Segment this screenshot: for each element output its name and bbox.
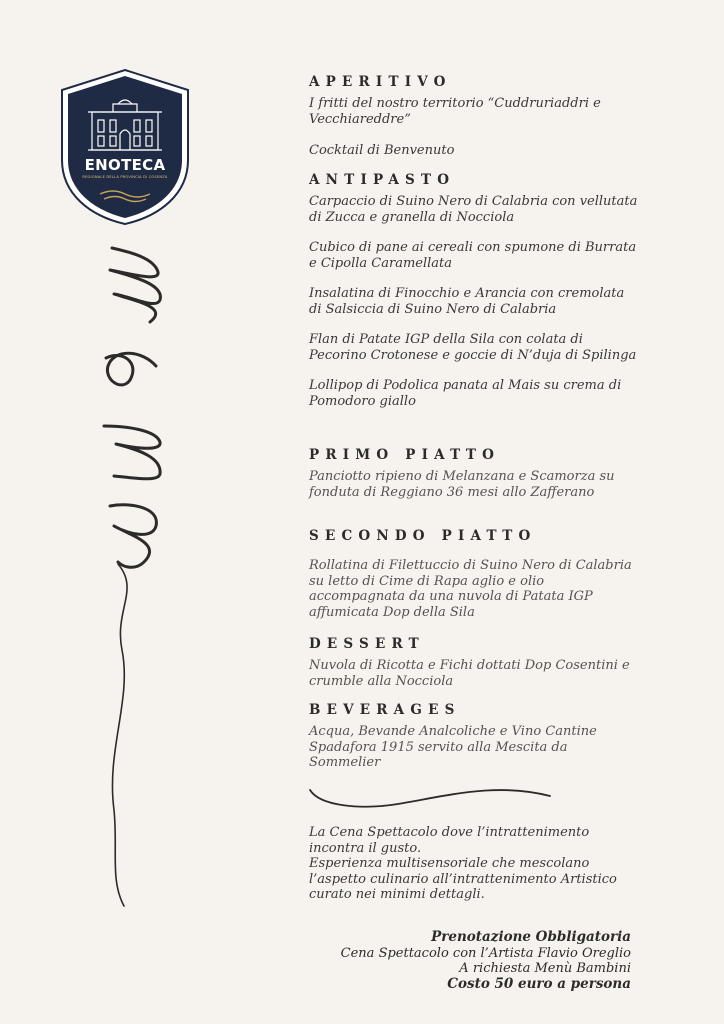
menu-item: Lollipop di Podolica panata al Mais su crema di Pomodoro giallo bbox=[309, 378, 622, 409]
shield-emblem-icon bbox=[58, 68, 192, 226]
event-description bbox=[309, 825, 629, 903]
price-note: Costo 50 euro a persona bbox=[447, 975, 631, 992]
menu-item: Carpaccio di Suino Nero di Calabria con vellutata di Zucca e granella di Nocciola bbox=[309, 194, 638, 225]
section-heading: SECONDO PIATTO bbox=[309, 528, 537, 544]
menu-item: Nuvola di Ricotta e Fichi dottati Dop Cosentini e crumble alla Nocciola bbox=[309, 658, 630, 689]
decorative-swash bbox=[306, 780, 556, 814]
tagline-line: La Cena Spettacolo dove l’intrattenimento incontra il gusto. bbox=[309, 825, 590, 856]
menu-item: Flan di Patate IGP della Sila con colata di Pecorino Crotonese e goccie di N’duja di Spilinga bbox=[309, 332, 637, 363]
menu-item: Cubico di pane ai cereali con spumone di Burrata e Cipolla Caramellata bbox=[309, 240, 637, 271]
booking-note: Prenotazione Obbligatoria bbox=[431, 929, 631, 945]
menu-script-lettering bbox=[70, 230, 190, 910]
booking-info bbox=[291, 930, 631, 992]
logo-subtitle: REGIONALE DELLA PROVINCIA DI COSENZA bbox=[82, 175, 168, 179]
section-primo-piatto bbox=[309, 447, 669, 500]
menu-item: Insalatina di Finocchio e Arancia con cremolata di Salsiccia di Suino Nero di Calabria bbox=[309, 286, 625, 317]
section-beverages bbox=[309, 702, 669, 771]
section-secondo-piatto bbox=[309, 528, 669, 620]
section-heading: PRIMO PIATTO bbox=[309, 447, 501, 463]
swash-line-icon bbox=[306, 780, 556, 814]
section-heading: APERITIVO bbox=[309, 74, 452, 90]
section-antipasto bbox=[309, 172, 669, 409]
section-heading: DESSERT bbox=[309, 636, 425, 652]
section-dessert bbox=[309, 636, 669, 689]
kids-menu-note: A richiesta Menù Bambini bbox=[459, 961, 631, 976]
menu-item: Rollatina di Filettuccio di Suino Nero di Calabria su letto di Cime di Rapa aglio e olio accompagnata da una nuvola di Patata IGP affumicata Dop della Sila bbox=[309, 558, 632, 620]
enoteca-logo bbox=[58, 68, 192, 226]
menu-item: Panciotto ripieno di Melanzana e Scamorza su fonduta di Reggiano 36 mesi allo Zafferano bbox=[309, 469, 615, 500]
section-aperitivo bbox=[309, 74, 669, 159]
menu-item: Cocktail di Benvenuto bbox=[309, 143, 455, 158]
menu-item: I fritti del nostro territorio “Cuddruriaddri e Vecchiareddre” bbox=[309, 96, 601, 127]
section-heading: ANTIPASTO bbox=[309, 172, 456, 188]
section-heading: BEVERAGES bbox=[309, 702, 461, 718]
menu-item: Acqua, Bevande Analcoliche e Vino Cantine Spadafora 1915 servito alla Mescita da Sommelier bbox=[309, 724, 597, 770]
tagline-line: Esperienza multisensoriale che mescolano l’aspetto culinario all’intrattenimento Artistico curato nei minimi dettagli. bbox=[309, 856, 617, 902]
logo-title: ENOTECA bbox=[84, 156, 166, 174]
artist-note: Cena Spettacolo con l’Artista Flavio Oreglio bbox=[340, 945, 631, 961]
menu-handwriting-icon bbox=[70, 230, 190, 910]
